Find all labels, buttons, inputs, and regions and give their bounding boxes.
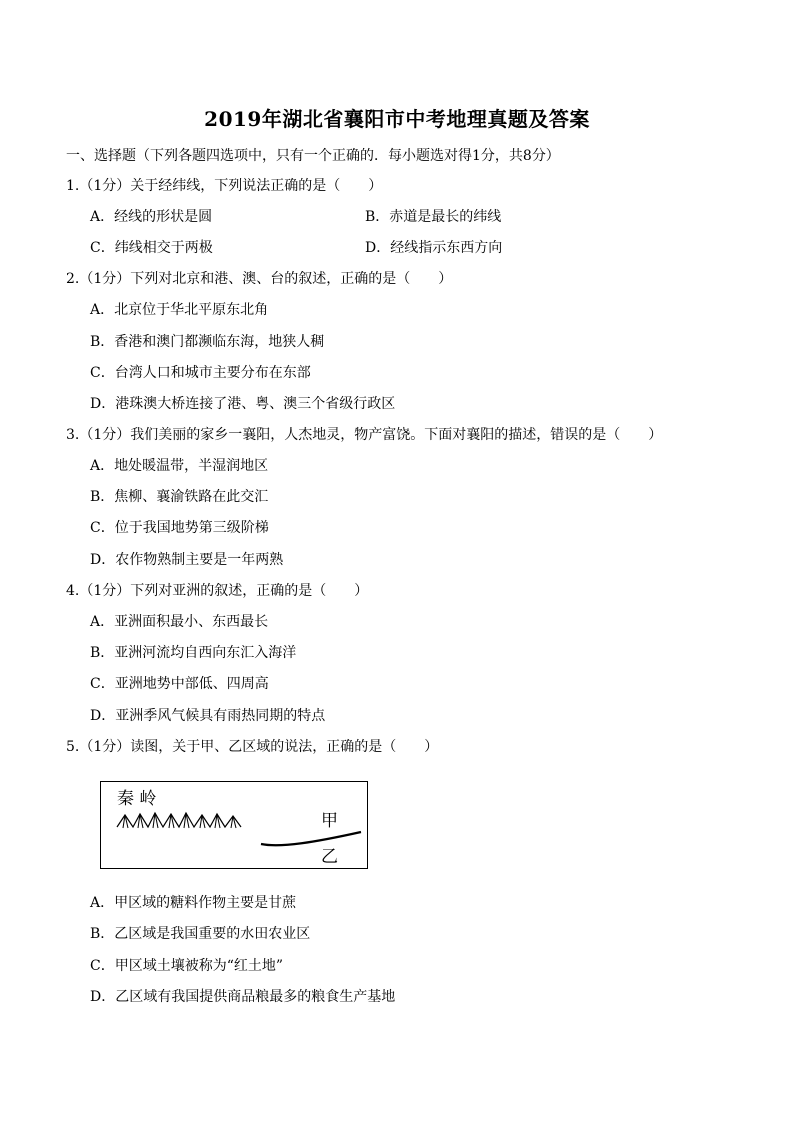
question-2-option-c: C．台湾人口和城市主要分布在东部 (90, 365, 311, 381)
region-boundary-line (261, 832, 361, 845)
question-1-option-a: A．经线的形状是圆 (90, 209, 213, 225)
question-3-option-c: C．位于我国地势第三级阶梯 (90, 520, 269, 536)
section-heading: 一、选择题（下列各题四选项中，只有一个正确的．每小题选对得1分，共8分） (66, 148, 560, 164)
map-figure-drawing (101, 782, 367, 868)
question-1-option-b: B．赤道是最长的纬线 (365, 209, 502, 225)
mountain-label: 秦 岭 (117, 789, 157, 809)
question-4-option-b: B．亚洲河流均自西向东汇入海洋 (90, 645, 297, 661)
question-5-option-c: C．甲区域土壤被称为“红土地” (90, 958, 284, 974)
question-4-option-c: C．亚洲地势中部低、四周高 (90, 676, 269, 692)
question-5-stem: 5.（1分）读图，关于甲、乙区域的说法，正确的是（ ） (66, 739, 439, 755)
map-figure (100, 781, 368, 869)
question-2-stem: 2.（1分）下列对北京和港、澳、台的叙述，正确的是（ ） (66, 271, 453, 287)
region-south-label: 乙 (321, 847, 338, 867)
question-1-option-d: D．经线指示东西方向 (365, 240, 503, 256)
question-5-option-d: D．乙区域有我国提供商品粮最多的粮食生产基地 (90, 989, 396, 1005)
region-north-label: 甲 (321, 811, 338, 831)
question-4-option-a: A．亚洲面积最小、东西最长 (90, 614, 269, 630)
mountain-range-symbol (117, 813, 241, 827)
question-1-stem: 1.（1分）关于经纬线，下列说法正确的是（ ） (66, 178, 383, 194)
question-3-option-b: B．焦柳、襄渝铁路在此交汇 (90, 489, 269, 505)
question-3-stem: 3.（1分）我们美丽的家乡一襄阳，人杰地灵，物产富饶。下面对襄阳的描述，错误的是（ ） (66, 427, 663, 443)
page-title: 2019年湖北省襄阳市中考地理真题及答案 (204, 107, 590, 131)
question-5-option-a: A．甲区域的糖料作物主要是甘蔗 (90, 895, 297, 911)
question-1-option-c: C．纬线相交于两极 (90, 240, 213, 256)
question-2-option-d: D．港珠澳大桥连接了港、粤、澳三个省级行政区 (90, 396, 396, 412)
question-2-option-b: B．香港和澳门都濒临东海，地狭人稠 (90, 334, 325, 350)
question-5-option-b: B．乙区域是我国重要的水田农业区 (90, 926, 311, 942)
question-4-stem: 4.（1分）下列对亚洲的叙述，正确的是（ ） (66, 583, 369, 599)
question-4-option-d: D．亚洲季风气候具有雨热同期的特点 (90, 708, 326, 724)
question-3-option-a: A．地处暖温带，半湿润地区 (90, 458, 269, 474)
question-2-option-a: A．北京位于华北平原东北角 (90, 302, 269, 318)
question-3-option-d: D．农作物熟制主要是一年两熟 (90, 552, 284, 568)
